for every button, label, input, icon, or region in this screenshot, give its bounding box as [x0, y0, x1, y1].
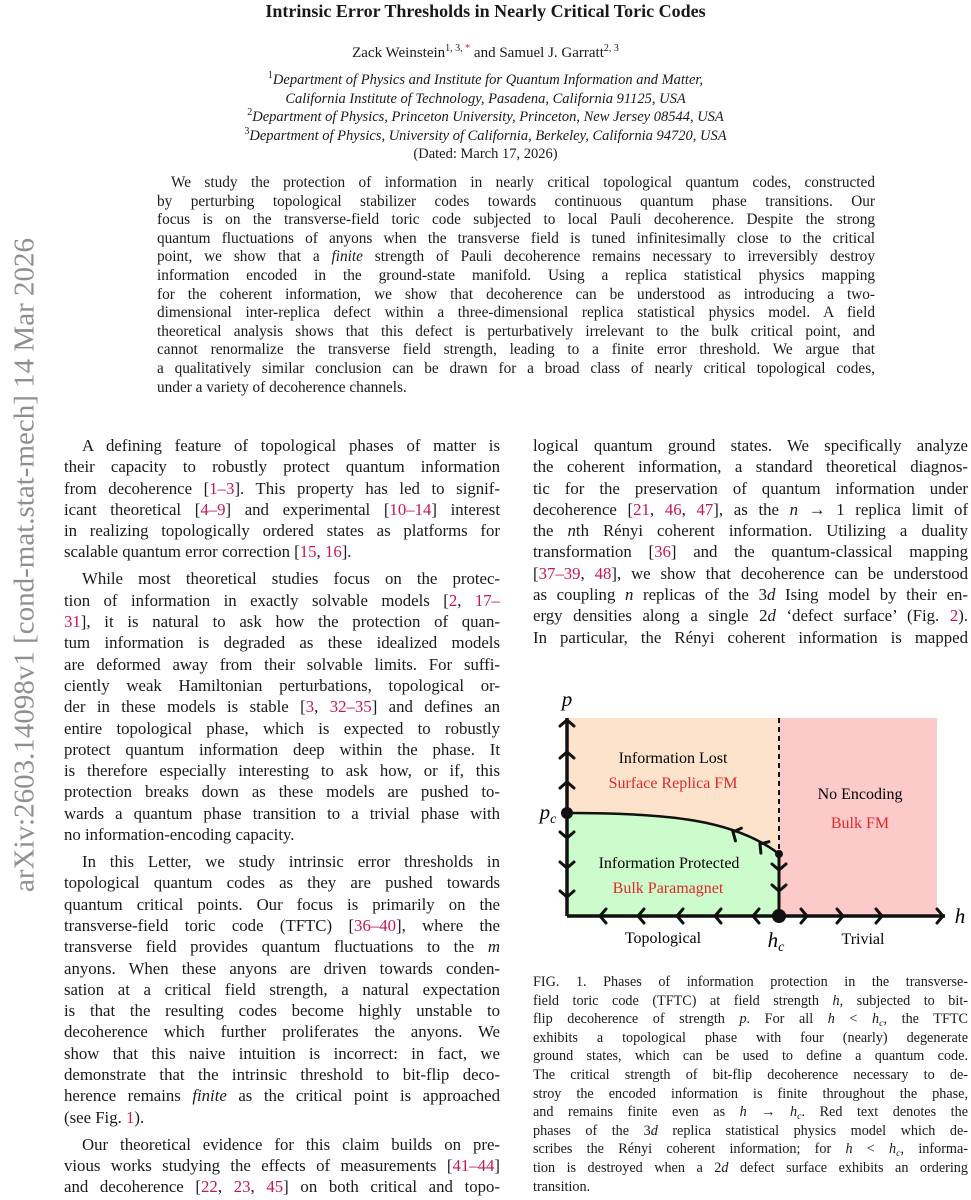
text-line: [157, 304, 875, 323]
text-run: scalable quantum error correction [: [64, 542, 300, 562]
citation-link[interactable]: 10–14: [389, 499, 432, 519]
text-run: Our theoretical evidence for this claim builds on pre-: [82, 1134, 500, 1154]
text-run: in realizing topologically ordered states as platforms for: [64, 521, 500, 541]
text-run: , informa-: [900, 1141, 968, 1158]
text-run: ] on both critical and topo-: [283, 1177, 501, 1197]
text-run: wards a quantum phase transition to a trivial phase with: [64, 803, 500, 823]
citation-link[interactable]: 2: [949, 606, 959, 626]
text-line: [533, 973, 968, 992]
topological-label: Topological: [624, 930, 702, 947]
text-run: entire topological phase, which is expected to robustly: [64, 718, 500, 738]
text-run: defect surface exhibits an ordering: [728, 1159, 968, 1176]
italic-text: d: [650, 1122, 658, 1139]
text-line: [533, 1047, 968, 1066]
text-line: [157, 379, 875, 398]
text-run: decoherence which further proliferates the anyons. We: [64, 1022, 500, 1042]
italic-text: h: [872, 1011, 880, 1028]
italic-text: n: [789, 499, 799, 519]
affiliation-text: Department of Physics and Institute for Quantum Information and Matter,: [272, 72, 704, 88]
italic-text: h: [790, 1104, 798, 1121]
trivial-label: Trivial: [841, 931, 885, 948]
text-run: ergy densities along a single 2: [533, 606, 768, 626]
text-run: In this Letter, we study intrinsic error thresholds in: [82, 852, 500, 872]
citation-link[interactable]: 32–35: [329, 697, 372, 717]
text-run: tic for the preservation of quantum information under: [533, 478, 968, 498]
text-run: ], we show that decoherence can be understood: [611, 563, 969, 583]
text-line: [64, 520, 500, 541]
text-run: ]: [494, 1155, 500, 1175]
text-run: as coupling: [533, 585, 625, 605]
text-run: transition.: [533, 1178, 591, 1195]
text-line: [64, 718, 500, 739]
text-run: stroy the encoded information is finite throughout the phase,: [533, 1085, 968, 1102]
italic-text: n: [567, 521, 576, 541]
subscript-text: c: [896, 1148, 901, 1160]
text-run: demonstrate that the intrinsic threshold to bit-flip deco-: [64, 1064, 500, 1084]
text-run: transverse field provides quantum fluctuations to the: [64, 937, 488, 957]
text-run: tum information is degraded as these idealized models: [64, 633, 500, 653]
author-name: Zack Weinstein: [352, 45, 446, 61]
text-run: replicas of the 3: [633, 585, 767, 605]
text-run: for the coherent information, we show that decoherence can be understood as introducing a two-: [157, 285, 875, 303]
text-line: [64, 760, 500, 781]
text-line: [533, 605, 968, 626]
no-encoding-label: No Encoding: [817, 786, 903, 803]
text-run: ,: [314, 697, 330, 717]
text-run: anyons. When these anyons are driven towards conden-: [64, 958, 500, 978]
date-line: (Dated: March 17, 2026): [413, 146, 558, 162]
text-run: a qualitatively similar conclusion can be drawn for a broad class of nearly critical topological codes,: [157, 359, 875, 377]
text-line: [64, 936, 500, 957]
citation-link[interactable]: 4–9: [200, 499, 226, 519]
affiliation-text: California Institute of Technology, Pasadena, California 91125, USA: [285, 90, 686, 107]
text-line: [533, 456, 968, 477]
text-run: decoherence [: [533, 499, 634, 519]
text-run: →: [746, 1104, 790, 1121]
text-run: ground states, which can be used to define a quantum code.: [533, 1048, 968, 1065]
text-run: , subjected to bit-: [839, 992, 968, 1009]
text-line: [64, 781, 500, 802]
hc-point: [772, 909, 786, 923]
text-line: [533, 520, 968, 541]
text-run: th Rényi coherent information. Utilizing a duality: [575, 521, 968, 541]
text-run: We study the protection of information in nearly critical topological quantum codes, constructed: [171, 174, 875, 191]
information-lost-label: Information Lost: [618, 750, 728, 767]
hc-base: h: [767, 928, 779, 952]
citation-link[interactable]: 41–44: [452, 1155, 495, 1175]
text-line: [64, 696, 500, 717]
citation-link[interactable]: 31: [64, 612, 81, 632]
affiliation: [0, 90, 971, 109]
text-line: [157, 248, 875, 267]
text-line: [64, 894, 500, 915]
affiliation-number: 2: [247, 107, 253, 119]
text-line: [64, 1155, 500, 1176]
text-run: are deformed away from their solvable limits. For suffi-: [64, 654, 500, 674]
text-run: (see Fig.: [64, 1107, 126, 1127]
text-line: [157, 323, 875, 342]
affiliation-text: Department of Physics, University of California, Berkeley, California 94720, USA: [249, 127, 727, 144]
text-run: show that this naive intuition is incorrect: in fact, we: [64, 1043, 500, 1063]
text-run: point, we show that a: [157, 248, 332, 266]
figure-1-phase-diagram: [520, 680, 971, 955]
text-line: [64, 1134, 500, 1155]
text-line: [533, 1159, 968, 1178]
author-affiliation-marks: [445, 43, 470, 54]
italic-text: m: [487, 937, 500, 957]
text-run: icant theoretical [: [64, 499, 201, 519]
text-run: ‘defect surface’ (Fig.: [775, 606, 950, 626]
text-line: [64, 1085, 500, 1106]
text-line: [533, 499, 968, 520]
text-run: ].: [341, 542, 352, 562]
text-line: [533, 563, 968, 584]
text-run: logical quantum ground states. We specifically analyze: [533, 436, 968, 455]
text-line: [157, 193, 875, 212]
text-line: [533, 1066, 968, 1085]
text-line: [64, 824, 500, 845]
paragraph: [64, 851, 500, 1128]
bulk-fm-label: Bulk FM: [830, 815, 890, 832]
text-line: [64, 872, 500, 893]
body-left-column: [64, 435, 500, 1197]
text-line: [64, 1021, 500, 1042]
text-run: from decoherence [: [64, 478, 210, 498]
text-run: information encoded in the ground-state manifold. Using a replica statistical physics mapping: [157, 266, 875, 284]
surface-replica-fm-label: Surface Replica FM: [608, 775, 738, 792]
text-line: [64, 915, 500, 936]
text-run: cannot renormalize the transverse field strength, leading to a finite error threshold. We argue that: [157, 341, 875, 359]
text-run: ,: [457, 590, 475, 610]
author-name: Samuel J. Garratt: [499, 45, 604, 61]
text-line: [64, 851, 500, 872]
text-line: [64, 654, 500, 675]
italic-text: p: [739, 1011, 747, 1028]
affiliation-number: 1: [267, 70, 273, 81]
citation-link[interactable]: 22: [201, 1177, 218, 1197]
text-line: [64, 632, 500, 653]
text-run: ,: [217, 1177, 234, 1197]
text-run: quantum critical points. Our focus is primarily on the: [64, 894, 500, 914]
information-protected-label: Information Protected: [598, 855, 740, 872]
text-run: protect quantum information deep within the phase. It: [64, 739, 500, 759]
and-text: and: [470, 45, 500, 61]
italic-text: h: [827, 1011, 835, 1028]
citation-link[interactable]: 2: [448, 590, 458, 610]
text-run: → 1 replica limit of: [798, 499, 969, 519]
text-run: dimensional inter-replica defect within a three-dimensional replica statistical physics model. A field: [157, 304, 875, 322]
text-run: strength of Pauli decoherence remains necessary to irreversibly destroy: [362, 248, 875, 266]
citation-link[interactable]: 37–39: [538, 563, 581, 583]
citation-link[interactable]: 36: [654, 542, 671, 562]
text-run: their capacity to robustly protect quantum information: [64, 457, 500, 477]
arxiv-identifier-stamp: arXiv:2603.14098v1 [cond-mat.stat-mech] 14 Mar 2026: [8, 238, 41, 892]
text-line: [64, 675, 500, 696]
text-line: [64, 1107, 500, 1128]
text-run: <: [834, 1011, 873, 1028]
text-run: tion is destroyed when a 2: [533, 1159, 722, 1176]
citation-link[interactable]: 17–: [474, 590, 500, 610]
author-list: [0, 43, 971, 63]
citation-link[interactable]: 1–3: [209, 478, 235, 498]
citation-link[interactable]: 1: [126, 1107, 135, 1127]
text-run: vious works studying the effects of measurements [: [64, 1155, 453, 1175]
figure-1-caption: [533, 973, 968, 1196]
text-run: ] interest: [431, 499, 500, 519]
citation-link[interactable]: 16: [324, 542, 342, 562]
text-line: [64, 1176, 500, 1197]
italic-text: finite: [331, 248, 363, 266]
text-run: ] and defines an: [371, 697, 500, 717]
text-line: [64, 979, 500, 1000]
text-run: is that the resulting codes become highly unstable to: [64, 1001, 500, 1021]
text-line: [64, 499, 500, 520]
p-axis-label: p: [561, 687, 573, 711]
citation-link[interactable]: 45: [266, 1177, 284, 1197]
text-line: [533, 435, 968, 456]
citation-link[interactable]: 23: [233, 1177, 251, 1197]
text-run: ] and the quantum-classical mapping: [670, 542, 968, 562]
text-line: [533, 478, 968, 499]
text-line: [533, 992, 968, 1011]
text-run: focus is on the transverse-field toric code subjected to local Pauli decoherence. Despite the strong: [157, 211, 875, 229]
paper-title: Intrinsic Error Thresholds in Nearly Critical Toric Codes: [265, 1, 706, 21]
text-run: ], where the: [396, 915, 501, 935]
corresponding-author-link[interactable]: *: [465, 43, 471, 54]
text-run: In particular, the Rényi coherent information is mapped: [533, 627, 968, 647]
text-line: [533, 1122, 968, 1141]
text-line: [157, 230, 875, 249]
text-line: [533, 1140, 968, 1159]
text-run: Ising model by their en-: [775, 585, 968, 605]
text-line: [64, 803, 500, 824]
italic-text: d: [767, 606, 776, 626]
text-line: [64, 435, 500, 456]
italic-text: d: [766, 585, 776, 605]
citation-link[interactable]: 36–40: [354, 915, 396, 935]
text-run: ,: [316, 542, 325, 562]
text-line: [533, 1178, 968, 1197]
text-line: [157, 267, 875, 286]
text-run: tion of information in exactly solvable models [: [64, 590, 449, 610]
paragraph: [64, 568, 500, 845]
text-run: by perturbing topological stabilizer codes towards continuous quantum phase transitions. Our: [157, 192, 875, 210]
citation-link[interactable]: 21: [633, 499, 650, 519]
affiliation: [0, 108, 971, 127]
text-line: [64, 611, 500, 632]
text-run: [: [533, 563, 539, 583]
text-line: [64, 568, 500, 589]
text-line: [533, 627, 968, 648]
text-line: [533, 584, 968, 605]
citation-link[interactable]: 46: [664, 499, 682, 519]
text-run: the coherent information, a standard theoretical diagnos-: [533, 457, 968, 477]
bulk-paramagnet-label: Bulk Paramagnet: [612, 880, 724, 897]
italic-text: h: [845, 1141, 853, 1158]
affiliation: [0, 71, 971, 90]
abstract: [157, 174, 875, 397]
text-run: ).: [958, 606, 968, 626]
text-run: , the TFTC: [883, 1011, 968, 1028]
text-run: A defining feature of topological phases of matter is: [82, 436, 500, 455]
italic-text: h: [739, 1104, 747, 1121]
h-axis-label: h: [954, 904, 966, 928]
text-run: and remains finite even as: [533, 1104, 740, 1121]
text-line: [64, 739, 500, 760]
text-run: herence remains: [64, 1086, 193, 1106]
italic-text: finite: [192, 1086, 227, 1106]
text-line: [64, 478, 500, 499]
text-line: [64, 1000, 500, 1021]
text-run: transverse-field toric code (TFTC) [: [64, 915, 355, 935]
text-line: [533, 541, 968, 562]
pc-point: [561, 807, 573, 819]
text-run: . Red text denotes the: [801, 1104, 968, 1121]
affiliation-text: Department of Physics, Princeton University, Princeton, New Jersey 08544, USA: [252, 109, 724, 126]
hc-sub: c: [778, 940, 785, 955]
text-run: no information-encoding capacity.: [64, 825, 295, 845]
text-run: sation at a critical field strength, a natural expectation: [64, 979, 500, 999]
text-run: field toric code (TFTC) at field strength: [533, 992, 833, 1009]
text-run: While most theoretical studies focus on the protec-: [82, 569, 500, 589]
citation-link[interactable]: 47: [696, 499, 714, 519]
text-run: ,: [649, 499, 665, 519]
text-run: flip decoherence of strength: [533, 1011, 740, 1028]
citation-link[interactable]: 48: [594, 563, 612, 583]
text-run: transformation [: [533, 542, 655, 562]
text-run: ], as the: [713, 499, 790, 519]
affiliation-numbers: 1, 3,: [445, 43, 466, 54]
hc-label: [768, 928, 786, 955]
pc-base: p: [539, 800, 551, 824]
text-run: and decoherence [: [64, 1177, 202, 1197]
text-run: the: [533, 521, 568, 541]
text-line: [157, 360, 875, 379]
text-run: ]. This property has led to signif-: [234, 478, 500, 498]
text-line: [533, 1085, 968, 1104]
text-run: protection breaks down as these models are pushed to-: [64, 782, 500, 802]
pc-sub: c: [550, 812, 557, 827]
text-run: FIG. 1. Phases of information protection in the transverse-: [533, 974, 968, 990]
text-line: [64, 1043, 500, 1064]
text-line: [157, 341, 875, 360]
paragraph: [64, 435, 500, 563]
text-run: quantum fluctuations of anyons when the transverse field is tuned infinitesimally close to the critical: [157, 229, 875, 247]
text-run: phases of the 3: [533, 1122, 651, 1139]
italic-text: d: [721, 1159, 729, 1176]
text-run: ,: [681, 499, 697, 519]
text-line: [157, 286, 875, 305]
text-line: [533, 1029, 968, 1048]
text-run: ] and experimental [: [225, 499, 390, 519]
curve-endpoint: [775, 850, 783, 858]
text-run: scribes the Rényi coherent information; for: [533, 1141, 846, 1158]
subscript-text: c: [879, 1018, 884, 1030]
text-run: theoretical analysis shows that this defect is perturbatively irrelevant to the bulk critical point, and: [157, 322, 875, 340]
text-line: [157, 211, 875, 230]
text-line: [64, 456, 500, 477]
italic-text: h: [832, 992, 840, 1009]
text-run: der in these models is stable [: [64, 697, 306, 717]
text-run: exhibits a topological phase with four (nearly) degenerate: [533, 1029, 968, 1046]
citation-link[interactable]: 15: [299, 542, 317, 562]
text-run: The critical strength of bit-flip decoherence necessary to de-: [533, 1066, 968, 1083]
text-run: ,: [250, 1177, 267, 1197]
text-run: under a variety of decoherence channels.: [157, 378, 407, 396]
text-line: [533, 1103, 968, 1122]
subscript-text: c: [797, 1111, 802, 1123]
body-right-column: [533, 435, 968, 648]
text-run: ,: [580, 563, 595, 583]
text-line: [64, 541, 500, 562]
text-run: ).: [134, 1107, 145, 1127]
affiliation: [0, 127, 971, 146]
text-line: [64, 590, 500, 611]
paragraph: [533, 435, 968, 648]
text-line: [157, 174, 875, 193]
paragraph: [64, 1134, 500, 1198]
text-run: ciently weak Hamiltonian perturbations, topological or-: [64, 675, 500, 695]
text-line: [533, 1010, 968, 1029]
text-run: is therefore especially interesting to ask how, or if, this: [64, 761, 500, 781]
italic-text: n: [624, 585, 634, 605]
affiliations: [0, 71, 971, 145]
text-line: [64, 1064, 500, 1085]
text-run: <: [852, 1141, 890, 1158]
text-line: [64, 958, 500, 979]
text-run: as the critical point is approached: [226, 1086, 500, 1106]
citation-link[interactable]: 3: [305, 697, 315, 717]
italic-text: h: [889, 1141, 897, 1158]
affiliation-number: 3: [244, 125, 250, 137]
text-run: . For all: [746, 1011, 828, 1028]
text-run: topological quantum codes as they are pushed towards: [64, 873, 500, 893]
affiliation-numbers: 2, 3: [603, 43, 619, 54]
text-run: ], it is natural to ask how the protection of quan-: [80, 612, 500, 632]
pc-label: [538, 800, 558, 827]
text-run: replica statistical physics model which de-: [657, 1122, 968, 1139]
